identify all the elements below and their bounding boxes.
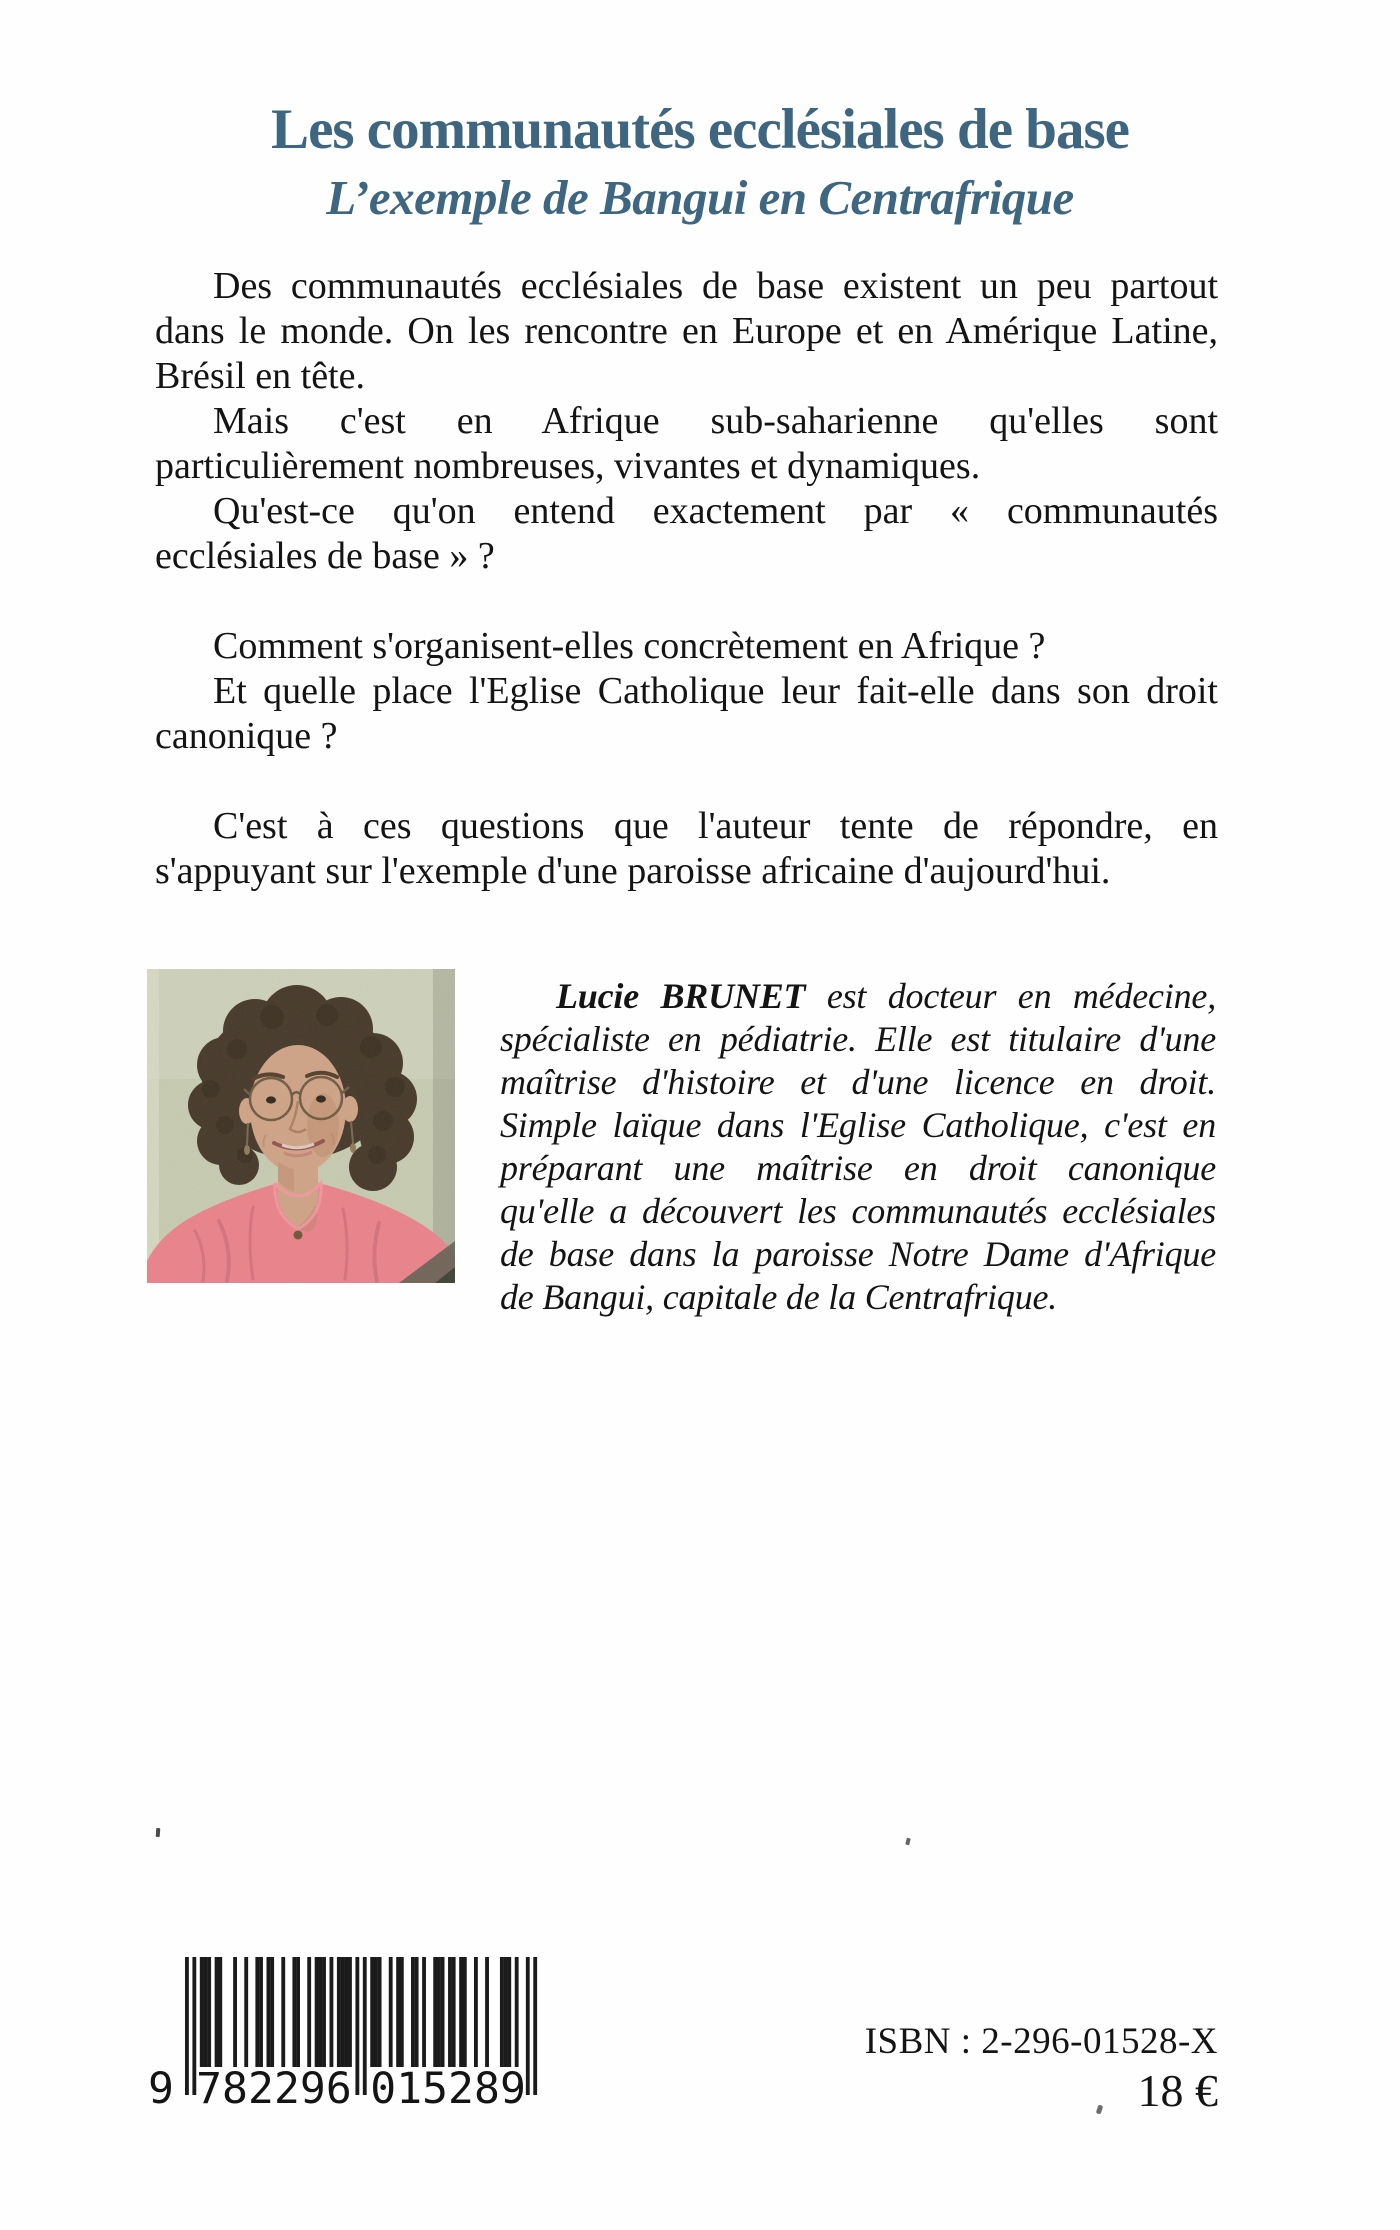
synopsis-line: ecclésiales de base » ? — [155, 535, 495, 577]
synopsis-line: canonique ? — [155, 715, 338, 757]
ean13-barcode — [140, 1955, 540, 2107]
synopsis-line: Qu'est-ce qu'on entend exactement par « communautés — [213, 490, 1218, 532]
synopsis — [155, 264, 1218, 894]
barcode-digit: 1 — [396, 2064, 423, 2107]
barcode-digit: 6 — [325, 2064, 352, 2107]
bio-line: préparant une maîtrise en droit canonique — [500, 1148, 1216, 1188]
synopsis-paragraph — [155, 804, 1218, 894]
synopsis-line: C'est à ces questions que l'auteur tente de répondre, en — [213, 805, 1218, 847]
barcode-digit: 2 — [273, 2064, 300, 2107]
bio-line: de Bangui, capitale de la Centrafrique. — [500, 1277, 1058, 1317]
book-title: Les communautés ecclésiales de base — [271, 98, 1129, 161]
author-bio — [500, 975, 1216, 1319]
barcode-digit: 7 — [196, 2064, 223, 2107]
synopsis-line: Brésil en tête. — [155, 355, 365, 397]
author-photo — [147, 969, 455, 1283]
synopsis-line: Des communautés ecclésiales de base existent un peu partout — [213, 265, 1218, 307]
barcode-digit: 0 — [370, 2064, 397, 2107]
synopsis-line: s'appuyant sur l'exemple d'une paroisse africaine d'aujourd'hui. — [155, 850, 1111, 892]
barcode-digit: 9 — [499, 2064, 526, 2107]
synopsis-line: dans le monde. On les rencontre en Europe et en Amérique Latine, — [155, 310, 1218, 352]
barcode-digit: 8 — [474, 2064, 500, 2107]
bio-line: Lucie BRUNET est docteur en médecine, — [556, 976, 1217, 1016]
barcode-digit: 9 — [299, 2064, 326, 2107]
barcode-digit: 2 — [248, 2064, 274, 2107]
synopsis-line: Mais c'est en Afrique sub-saharienne qu'elles sont — [213, 400, 1218, 442]
price-text: 18 € — [1137, 2065, 1218, 2116]
synopsis-line: Et quelle place l'Eglise Catholique leur fait-elle dans son droit — [213, 670, 1218, 712]
bio-line: spécialiste en pédiatrie. Elle est titulaire d'une — [500, 1019, 1216, 1059]
author-portrait-illustration — [147, 969, 455, 1283]
bio-line: Simple laïque dans l'Eglise Catholique, c'est en — [500, 1105, 1216, 1145]
synopsis-line: Comment s'organisent-elles concrètement en Afrique ? — [213, 625, 1046, 667]
barcode-digit: 5 — [422, 2064, 449, 2107]
isbn-text: ISBN : 2-296-01528-X — [864, 2021, 1218, 2062]
barcode-digit: 9 — [148, 2064, 174, 2107]
bio-line: qu'elle a découvert les communautés ecclésiales — [500, 1191, 1216, 1231]
barcode-digit: 8 — [222, 2064, 248, 2107]
barcode-digit: 2 — [448, 2064, 474, 2107]
bio-line: de base dans la paroisse Notre Dame d'Afrique — [500, 1234, 1216, 1274]
barcode-graphic — [140, 1955, 540, 2107]
synopsis-line: particulièrement nombreuses, vivantes et dynamiques. — [155, 445, 981, 487]
book-subtitle: L’exemple de Bangui en Centrafrique — [326, 170, 1074, 225]
synopsis-paragraph — [155, 669, 1218, 759]
synopsis-paragraph — [155, 399, 1218, 489]
scan-speck — [905, 1838, 911, 1846]
author-name: Lucie BRUNET — [556, 976, 806, 1016]
synopsis-paragraph — [155, 624, 1218, 669]
synopsis-paragraph — [155, 264, 1218, 399]
bio-line: maîtrise d'histoire et d'une licence en droit. — [500, 1062, 1216, 1102]
scan-speck — [156, 1828, 161, 1837]
synopsis-paragraph — [155, 489, 1218, 579]
